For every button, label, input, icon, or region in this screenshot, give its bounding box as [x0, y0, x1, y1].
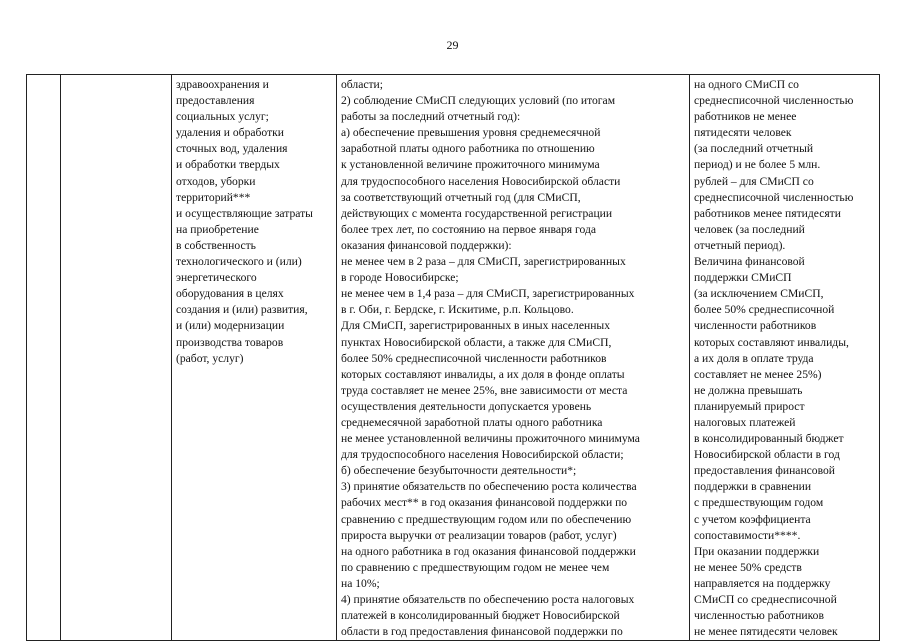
text-line: для трудоспособного населения Новосибирской области; [341, 448, 624, 462]
text-line: период) и не более 5 млн. [694, 158, 821, 172]
text-line: и (или) модернизации [176, 319, 285, 333]
text-line: и обработки твердых [176, 158, 280, 172]
text-line: поддержки СМиСП [694, 271, 792, 285]
text-line: а) обеспечение превышения уровня среднемесячной [341, 126, 601, 140]
text-line: среднесписочной численностью [694, 190, 854, 204]
text-line: производства товаров [176, 335, 284, 349]
text-line: территорий*** [176, 190, 251, 204]
page-number: 29 [446, 38, 459, 52]
text-line: а их доля в оплате труда [694, 351, 814, 365]
text-line: удаления и обработки [176, 126, 284, 140]
text-line: численностью работников [694, 609, 824, 623]
text-line: на 10%; [341, 576, 380, 590]
text-line: для трудоспособного населения Новосибирской области [341, 174, 621, 188]
table-row [27, 75, 880, 641]
text-line: отходов, уборки [176, 174, 256, 188]
text-line: работников менее пятидесяти [694, 206, 841, 220]
text-line: в городе Новосибирске; [341, 271, 459, 285]
text-line: (работ, услуг) [176, 351, 244, 365]
table-cell-recipients [172, 75, 337, 641]
text-line: работы за последний отчетный год): [341, 110, 521, 124]
text-line: области; [341, 78, 383, 91]
text-line: социальных услуг; [176, 110, 269, 124]
text-line: поддержки в сравнении [694, 480, 812, 494]
text-line: 3) принятие обязательств по обеспечению роста количества [341, 480, 637, 494]
text-line: в консолидированный бюджет [694, 432, 844, 446]
text-line: планируемый прирост [694, 399, 805, 413]
text-line: здравоохранения и [176, 78, 269, 91]
text-line: с учетом коэффициента [694, 512, 811, 526]
text-line: которых составляют инвалиды, а их доля в фонде оплаты [341, 367, 625, 381]
text-line: более 50% среднесписочной [694, 303, 835, 317]
text-line: более 50% среднесписочной численности работников [341, 351, 607, 365]
text-line: человек (за последний [694, 222, 805, 236]
table-cell-number [27, 75, 61, 641]
text-line: на одного работника в год оказания финансовой поддержки [341, 544, 636, 558]
table-cell-program [61, 75, 172, 641]
text-line: При оказании поддержки [694, 544, 820, 558]
text-line: платежей в консолидированный бюджет Новосибирской [341, 609, 620, 623]
text-line: отчетный период). [694, 238, 786, 252]
text-line: численности работников [694, 319, 817, 333]
text-line: 2) соблюдение СМиСП следующих условий (по итогам [341, 94, 616, 108]
text-line: пунктах Новосибирской области, а также для СМиСП, [341, 335, 612, 349]
text-line: прироста выручки от реализации товаров (работ, услуг) [341, 528, 617, 542]
text-line: предоставления финансовой [694, 464, 835, 478]
text-line: технологического и (или) [176, 255, 302, 269]
text-line: с предшествующим годом [694, 496, 824, 510]
text-line: сточных вод, удаления [176, 142, 288, 156]
text-line: труда составляет не менее 25%, вне зависимости от места [341, 383, 628, 397]
text-line: не менее чем в 1,4 раза – для СМиСП, зарегистрированных [341, 287, 635, 301]
text-line: пятидесяти человек [694, 126, 792, 140]
text-line: 4) принятие обязательств по обеспечению роста налоговых [341, 593, 635, 606]
recipients-text [176, 77, 332, 367]
text-line: энергетического [176, 271, 257, 285]
text-line: оказания финансовой поддержки): [341, 238, 512, 252]
support-amount-text [694, 77, 875, 640]
text-line: на приобретение [176, 222, 259, 236]
text-line: области в год предоставления финансовой поддержки по [341, 625, 623, 639]
text-line: (за последний отчетный [694, 142, 814, 156]
text-line: (за исключением СМиСП, [694, 287, 824, 301]
text-line: на одного СМиСП со [694, 78, 799, 91]
text-line: создания и (или) развития, [176, 303, 308, 317]
text-line: не менее пятидесяти человек [694, 625, 838, 639]
text-line: заработной платы одного работника по отношению [341, 142, 595, 156]
text-line: сопоставимости****. [694, 528, 801, 542]
text-line: не менее чем в 2 раза – для СМиСП, зарегистрированных [341, 255, 626, 269]
text-line: оборудования в целях [176, 287, 284, 301]
text-line: более трех лет, по состоянию на первое января года [341, 222, 596, 236]
text-line: которых составляют инвалиды, [694, 335, 849, 349]
text-line: в собственность [176, 238, 256, 252]
text-line: работников не менее [694, 110, 797, 124]
text-line: осуществления деятельности допускается уровень [341, 399, 592, 413]
text-line: в г. Оби, г. Бердске, г. Искитиме, р.п. Кольцово. [341, 303, 574, 317]
text-line: за соответствующий отчетный год (для СМиСП, [341, 190, 581, 204]
document-table [26, 74, 880, 641]
text-line: рабочих мест** в год оказания финансовой поддержки по [341, 496, 628, 510]
text-line: Новосибирской области в год [694, 448, 840, 462]
text-line: Величина финансовой [694, 255, 805, 269]
text-line: не менее 50% средств [694, 560, 802, 574]
conditions-text [341, 77, 685, 640]
text-line: к установленной величине прожиточного минимума [341, 158, 600, 172]
text-line: среднесписочной численностью [694, 94, 854, 108]
text-line: б) обеспечение безубыточности деятельности*; [341, 464, 577, 478]
text-line: составляет не менее 25%) [694, 367, 822, 381]
text-line: рублей – для СМиСП со [694, 174, 814, 188]
text-line: не менее установленной величины прожиточного минимума [341, 432, 640, 446]
text-line: по сравнению с предшествующим годом не менее чем [341, 560, 610, 574]
text-line: Для СМиСП, зарегистрированных в иных населенных [341, 319, 610, 333]
text-line: и осуществляющие затраты [176, 206, 313, 220]
text-line: СМиСП со среднесписочной [694, 593, 837, 606]
table-cell-conditions [337, 75, 690, 641]
text-line: сравнению с предшествующим годом или по обеспечению [341, 512, 632, 526]
text-line: среднемесячной заработной платы одного работника [341, 415, 603, 429]
table-cell-support-amount [690, 75, 880, 641]
text-line: направляется на поддержку [694, 576, 831, 590]
text-line: действующих с момента государственной регистрации [341, 206, 613, 220]
text-line: предоставления [176, 94, 255, 108]
text-line: не должна превышать [694, 383, 803, 397]
text-line: налоговых платежей [694, 415, 796, 429]
